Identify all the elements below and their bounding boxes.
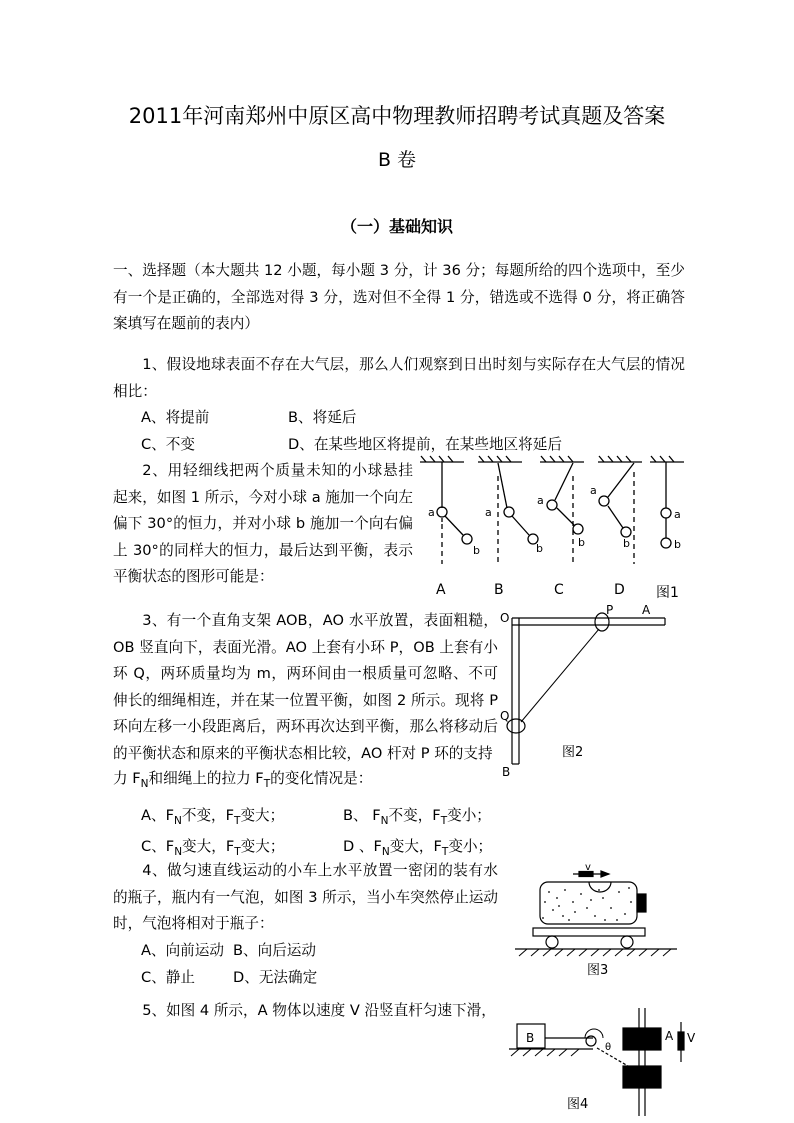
fig1-panel-label-c: C <box>554 582 564 598</box>
figure-4 <box>505 1008 695 1120</box>
question-3-options <box>113 803 685 866</box>
option-row <box>113 803 685 834</box>
question-4-stem: 4、做匀速直线运动的小车上水平放置一密闭的装有水的瓶子，瓶内有一气泡，如图 3 所示，当小车突然停止运动时，气泡将相对于瓶子： <box>113 862 498 932</box>
option-4-b[interactable]: B、向后运动 <box>233 942 316 959</box>
fig1-label-a: a <box>590 484 597 497</box>
fig4-label-v: V <box>687 1031 696 1045</box>
fig1-label-b: b <box>536 542 543 555</box>
option-3-d[interactable]: D 、$F_N$变大，$F_T$变小； <box>343 838 493 859</box>
figure-1 <box>418 452 686 604</box>
fig1-panel-label-d: D <box>614 582 625 598</box>
q3-subscript-n: N <box>140 777 149 790</box>
figure-2-drawing <box>500 604 690 789</box>
fig1-panel-label-a: A <box>436 582 446 598</box>
question-5-stem: 5、如图 4 所示，A 物体以速度 V 沿竖直杆匀速下滑， <box>142 1002 496 1019</box>
figure-2-caption-text: 图2 <box>562 745 584 760</box>
fig1-label-a: a <box>428 506 435 519</box>
figure-4-caption-text: 图4 <box>567 1097 589 1112</box>
fig2-label-q: Q <box>500 709 510 723</box>
q3-subscript-t: T <box>263 777 271 790</box>
fig1-label-b: b <box>674 538 681 551</box>
figure-3 <box>505 862 695 980</box>
option-1-b[interactable]: B、将延后 <box>288 409 357 426</box>
option-3-a[interactable]: A、$F_N$不变，$F_T$变大； <box>141 807 285 827</box>
option-1-d[interactable]: D、在某些地区将提前，在某些地区将延后 <box>288 435 562 453</box>
fig1-panel-label-b: B <box>494 582 504 598</box>
figure-3-caption-text: 图3 <box>587 963 609 978</box>
option-4-a[interactable]: A、向前运动 <box>141 942 224 959</box>
fig2-label-b: B <box>502 765 511 779</box>
question-2-stem: 2、用轻细线把两个质量未知的小球悬挂起来，如图 1 所示，今对小球 a 施加一个向左偏下 30°的恒力，并对小球 b 施加一个向右偏上 30°的同样大的恒力，最后达到平衡，表示平衡状态的图形可能是： <box>113 462 413 585</box>
option-1-a[interactable]: A、将提前 <box>141 409 210 426</box>
figure-1-drawing <box>418 452 686 582</box>
fig1-label-a: a <box>485 506 492 519</box>
exam-instructions: 一、选择题（本大题共 12 小题，每小题 3 分，计 36 分；每题所给的四个选项中，至少有一个是正确的，全部选对得 3 分，选对但不全得 1 分，错选或不选得 0 分，将正确答案填写在题前的表内） <box>113 262 685 332</box>
q3-force-text-2: 和细绳上的拉力 F <box>148 770 264 787</box>
fig1-label-b: b <box>473 544 480 557</box>
fig4-label-b: B <box>526 1031 535 1045</box>
figure-1-labels <box>418 582 686 604</box>
option-4-c[interactable]: C、静止 <box>141 968 195 986</box>
option-3-c[interactable]: C、$F_N$变大，$F_T$变大； <box>141 838 285 859</box>
question-3-stem-cont <box>113 766 498 797</box>
fig1-label-a: a <box>674 508 681 521</box>
fig2-label-o: O <box>500 611 510 625</box>
q3-force-text-1: 力 F <box>113 770 141 787</box>
fig1-label-b: b <box>578 536 585 549</box>
fig2-label-p: P <box>606 603 614 617</box>
figure-4-drawing <box>505 1008 695 1120</box>
section-heading: （一）基础知识 <box>340 217 453 236</box>
option-row <box>113 405 685 432</box>
fig4-label-theta: θ <box>605 1042 612 1053</box>
fig4-label-a: A <box>665 1029 674 1043</box>
fig3-velocity-label: v <box>585 862 591 873</box>
page-subtitle: B 卷 <box>377 149 417 171</box>
question-1-stem: 1、假设地球表面不存在大气层，那么人们观察到日出时刻与实际存在大气层的情况相比： <box>113 356 685 400</box>
option-4-d[interactable]: D、无法确定 <box>233 968 318 986</box>
fig2-label-a: A <box>642 603 651 617</box>
option-3-b[interactable]: B、 $F_N$不变，$F_T$变小； <box>343 807 491 827</box>
figure-2 <box>500 604 690 789</box>
question-3-stem: 3、有一个直角支架 AOB，AO 水平放置，表面粗糙，OB 竖直向下，表面光滑。AO 上套有小环 P，OB 上套有小环 Q，两环质量均为 m，两环间由一根质量可忽略、不可伸长的细绳相连，并在某一位置平衡，如图 2 所示。现将 P 环向左移一小段距离后，两环再次达到平衡，那么将移动后的平衡状态和原来的平衡状态相比较，AO 杆对 P 环的支持 <box>113 612 498 762</box>
question-1-options <box>113 405 685 458</box>
option-1-c[interactable]: C、不变 <box>141 435 195 453</box>
fig1-caption: 图1 <box>656 585 679 601</box>
figure-3-drawing <box>505 862 695 980</box>
page-title: 2011年河南郑州中原区高中物理教师招聘考试真题及答案 <box>128 104 666 128</box>
q3-force-text-3: 的变化情况是： <box>270 770 373 787</box>
fig1-label-b: b <box>623 537 630 550</box>
fig1-label-a: a <box>537 494 544 507</box>
